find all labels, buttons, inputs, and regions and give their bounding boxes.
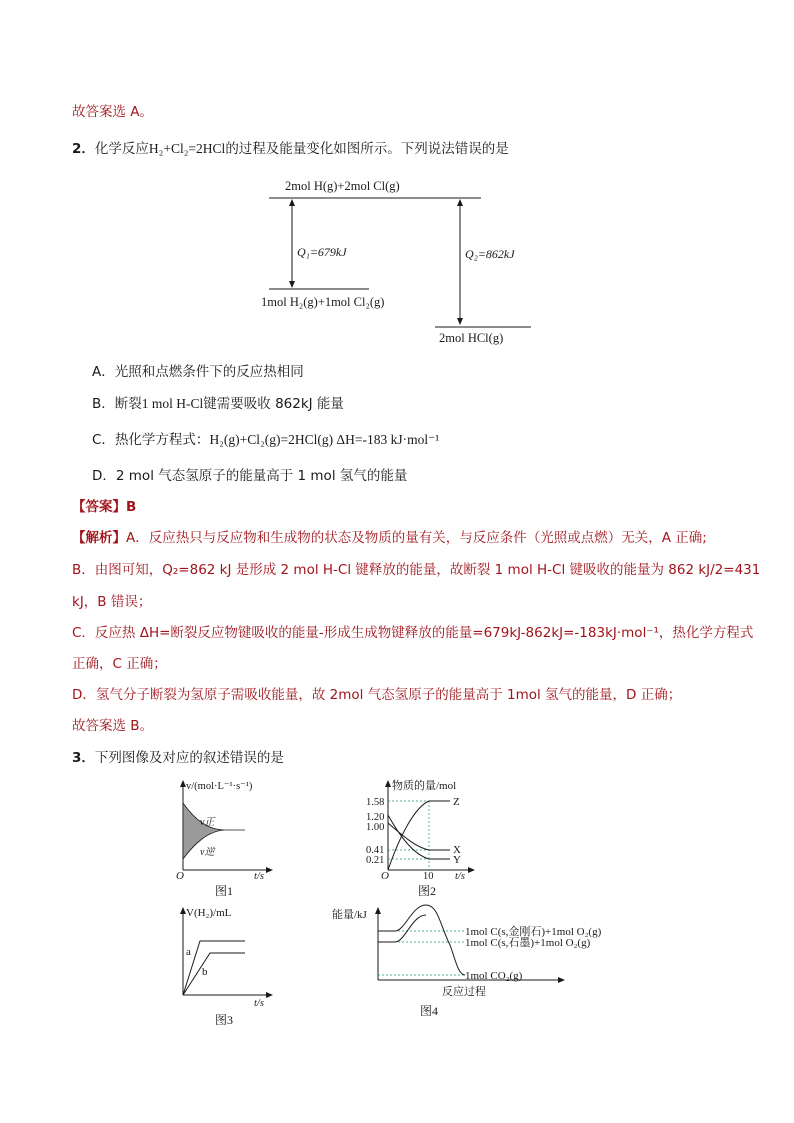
option-text: 断裂 [114,396,142,412]
fig1-reverse-label: v逆 [200,847,215,858]
fig4-xlabel: 反应过程 [442,986,486,998]
fig4-energy-graph [330,900,620,1025]
q2-option-c [92,431,439,449]
fig1-xlabel: t/s [254,871,264,882]
q2-conclusion: 故答案选 B。 [72,718,154,734]
fig3-volume-graph [170,900,280,1025]
analysis-tag: 【解析】 [72,530,126,546]
fig3-ylabel: V(H₂)/mL [186,907,232,919]
q2-number: 2． [72,141,95,157]
fig2-label-x: X [453,844,461,856]
option-text: 热化学方程式： [114,432,210,448]
fig4-caption: 图4 [420,1004,439,1018]
analysis-line-3: kJ，B 错误； [72,594,152,610]
q2-stem-post: 的过程及能量变化如图所示。下列说法错误的是 [225,141,509,157]
option-formula: H₂(g)+Cl₂(g)=2HCl(g) ΔH=-183 kJ·mol⁻¹ [209,432,440,447]
fig3-curve-a [183,941,245,995]
option-letter: C． [92,432,115,448]
q2-option-d [92,467,407,485]
option-text: 2 mol 气态氢原子的能量高于 1 mol 氢气的能量 [115,468,408,484]
q2-label: Q₂=862kJ [465,247,515,261]
answer-tag: 【答案】 [72,499,126,515]
level-hcl-label: 2mol HCl(g) [439,331,504,345]
fig3-label-b: b [202,966,208,978]
fig1-caption: 图1 [215,884,234,898]
answer-value: B [126,499,137,515]
fig4-label-diamond: 1mol C(s,金刚石)+1mol O₂(g) [465,926,602,938]
q1-label: Q₁=679kJ [297,245,347,259]
arrow-q1-head-down [289,281,295,288]
fig4-ylabel: 能量/kJ [332,909,367,921]
arrow-q1-head-up [289,199,295,206]
fig4-curve-graphite [378,915,426,942]
fig4-label-graphite: 1mol C(s,石墨)+1mol O₂(g) [465,937,591,949]
option-formula: 1 mol H-Cl [141,396,204,411]
q3-stem-text: 下列图像及对应的叙述错误的是 [94,750,284,766]
fig3-caption: 图3 [215,1013,234,1025]
q3-number: 3． [72,750,95,766]
fig2-ylabel: 物质的量/mol [392,780,457,792]
fig2-tick-041: 0.41 [366,845,385,856]
fig2-curve-y [388,815,450,859]
option-text-post: 键需要吸收 862kJ 能量 [203,396,344,412]
fig1-forward-label: v正 [200,817,215,828]
option-letter: D． [92,468,116,484]
fig2-tick-120: 1.20 [366,812,385,823]
fig2-tick-100: 1.00 [366,822,385,833]
analysis-line-6: D．氢气分子断裂为氢原子需吸收能量，故 2mol 气态氢原子的能量高于 1mol 氢气的能量，D 正确； [72,687,682,703]
fig2-xlabel: t/s [455,871,465,882]
q2-equation: H₂+Cl₂=2HCl [148,141,226,156]
fig3-xlabel: t/s [254,998,264,1009]
fig2-caption: 图2 [418,884,437,898]
fig2-xtick-10: 10 [423,871,434,882]
fig2-curve-z [388,801,450,870]
analysis-line-2: B．由图可知，Q₂=862 kJ 是形成 2 mol H-Cl 键释放的能量，故断裂 1 mol H-Cl 键吸收的能量为 862 kJ/2=431 [72,562,761,578]
arrow-q2-head-down [457,318,463,325]
q2-energy-diagram [255,172,545,347]
analysis-line-5: 正确，C 正确； [72,656,167,672]
fig1-origin: O [176,870,184,882]
fig1-ylabel: v/(mol·L⁻¹·s⁻¹) [186,781,253,792]
option-text: 光照和点燃条件下的反应热相同 [114,364,304,380]
q2-stem [72,140,509,158]
level-molecules-label: 1mol H₂(g)+1mol Cl₂(g) [261,295,385,309]
fig2-tick-021: 0.21 [366,855,385,866]
fig2-tick-158: 1.58 [366,797,385,808]
fig2-amount-graph [330,775,490,900]
analysis-line-4: C．反应热 ΔH=断裂反应物键吸收的能量-形成生成物键释放的能量=679kJ-862kJ=-183kJ·mol⁻¹，热化学方程式 [72,625,754,641]
fig2-origin: O [381,870,389,882]
option-letter: B． [92,396,115,412]
analysis-text: A．反应热只与反应物和生成物的状态及物质的量有关，与反应条件（光照或点燃）无关，A 正确; [126,530,707,546]
q3-stem [72,749,284,767]
q2-answer [72,498,136,516]
fig3-label-a: a [186,946,191,958]
q2-option-b [92,395,344,413]
fig2-label-z: Z [453,796,460,808]
previous-answer: 故答案选 A。 [72,104,154,120]
fig2-label-y: Y [453,854,461,866]
analysis-line-1 [72,529,707,547]
level-atoms-label: 2mol H(g)+2mol Cl(g) [285,179,400,193]
arrow-q2-head-up [457,199,463,206]
fig4-label-co2: 1mol CO₂(g) [465,970,523,982]
option-letter: A． [92,364,115,380]
q2-stem-pre: 化学反应 [94,141,149,157]
fig1-rate-graph [170,775,280,900]
q2-option-a [92,363,304,381]
fig3-curve-b [183,953,245,995]
